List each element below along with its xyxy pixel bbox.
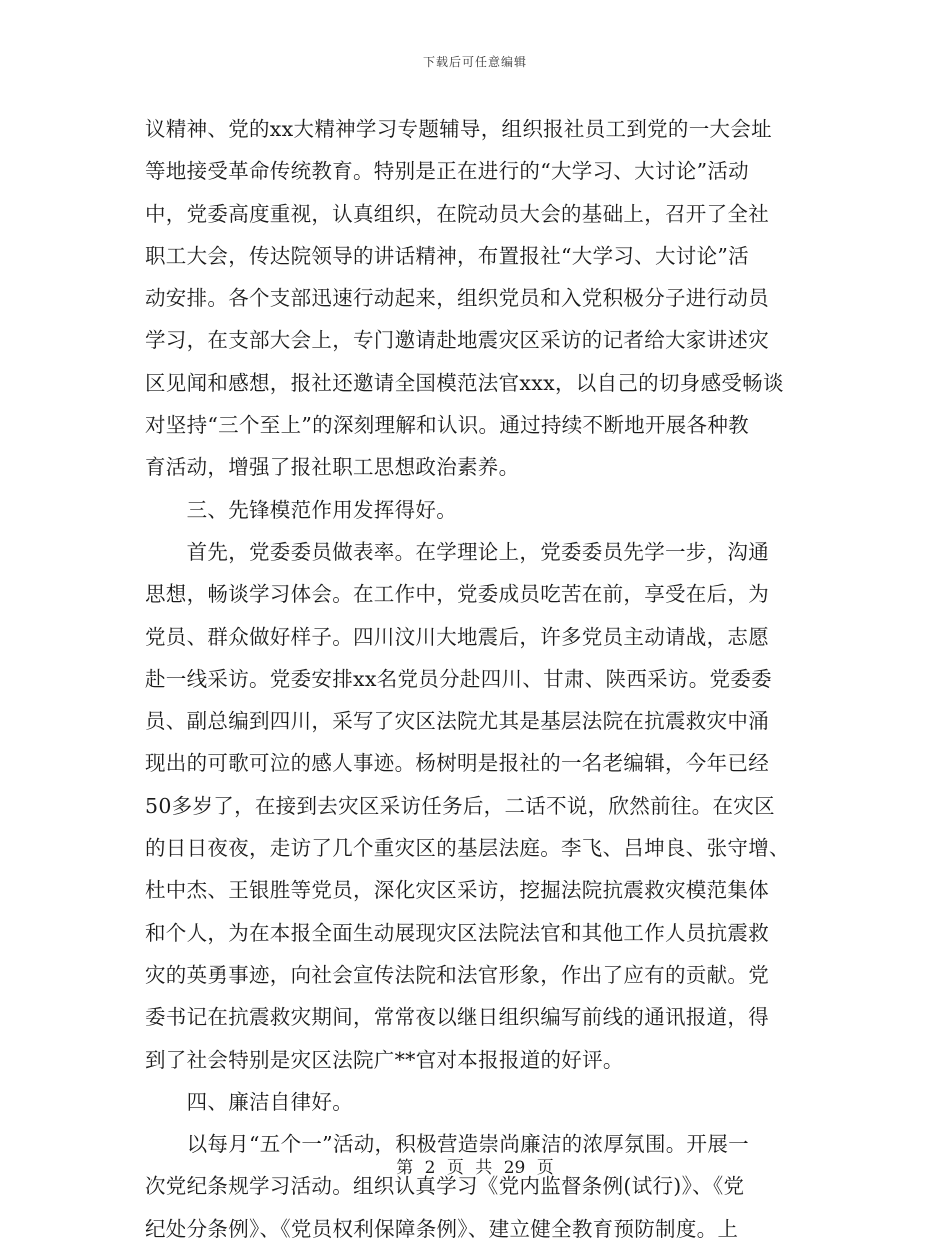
text-line: 学习，在支部大会上，专门邀请赴地震灾区采访的记者给大家讲述灾 xyxy=(145,328,769,353)
text-line: 首先，党委委员做表率。在学理论上，党委委员先学一步，沟通 xyxy=(145,539,769,564)
text-line: 杜中杰、王银胜等党员，深化灾区采访，挖掘法院抗震救灾模范集体 xyxy=(145,878,769,903)
text-line: 议精神、党的xx大精神学习专题辅导，组织报社员工到党的一大会址 xyxy=(145,117,772,141)
text-line: 动安排。各个支部迅速行动起来，组织党员和入党积极分子进行动员 xyxy=(145,286,769,311)
body-text xyxy=(145,108,805,1250)
header-note: 下载后可任意编辑 xyxy=(422,55,527,69)
text-line: 职工大会，传达院领导的讲话精神，布置报社“大学习、大讨论”活 xyxy=(145,243,749,268)
text-line: 现出的可歌可泣的感人事迹。杨树明是报社的一名老编辑，今年已经 xyxy=(145,751,769,776)
text-line: 到了社会特别是灾区法院广**官对本报报道的好评。 xyxy=(145,1047,624,1072)
section-heading: 三、先锋模范作用发挥得好。 xyxy=(145,497,457,522)
text-line: 区见闻和感想，报社还邀请全国模范法官xxx，以自己的切身感受畅谈 xyxy=(145,370,784,395)
text-line: 和个人，为在本报全面生动展现灾区法院法官和其他工作人员抗震救 xyxy=(145,920,769,945)
text-line: 次党纪条规学习活动。组织认真学习《党内监督条例(试行)》、《党 xyxy=(145,1174,745,1199)
text-line: 员、副总编到四川，采写了灾区法院尤其是基层法院在抗震救灾中涌 xyxy=(145,709,769,734)
text-line: 灾的英勇事迹，向社会宣传法院和法官形象，作出了应有的贡献。党 xyxy=(145,962,769,987)
text-line: 对坚持“三个至上”的深刻理解和认识。通过持续不断地开展各种教 xyxy=(145,413,749,438)
text-line: 党员、群众做好样子。四川汶川大地震后，许多党员主动请战，志愿 xyxy=(145,624,769,649)
text-line: 的日日夜夜，走访了几个重灾区的基层法庭。李飞、吕坤良、张守增、 xyxy=(145,836,790,861)
text-line: 赴一线采访。党委安排xx名党员分赴四川、甘肃、陕西采访。党委委 xyxy=(145,666,772,691)
text-line: 等地接受革命传统教育。特别是正在进行的“大学习、大讨论”活动 xyxy=(145,159,749,184)
page-number-footer: 第 2 页 共 29 页 xyxy=(396,1158,554,1178)
text-line: 以每月“五个一”活动，积极营造崇尚廉洁的浓厚氛围。开展一 xyxy=(145,1132,749,1157)
text-line: 中，党委高度重视，认真组织，在院动员大会的基础上，召开了全社 xyxy=(145,201,769,226)
text-line: 50多岁了，在接到去灾区采访任务后，二话不说，欣然前往。在灾区 xyxy=(145,793,775,818)
text-line: 委书记在抗震救灾期间，常常夜以继日组织编写前线的通讯报道，得 xyxy=(145,1005,769,1030)
text-line: 育活动，增强了报社职工思想政治素养。 xyxy=(145,455,520,480)
text-line: 纪处分条例》、《党员权利保障条例》、建立健全教育预防制度。上 xyxy=(145,1216,739,1241)
text-line: 思想，畅谈学习体会。在工作中，党委成员吃苦在前，享受在后，为 xyxy=(145,582,769,607)
section-heading: 四、廉洁自律好。 xyxy=(145,1089,353,1114)
